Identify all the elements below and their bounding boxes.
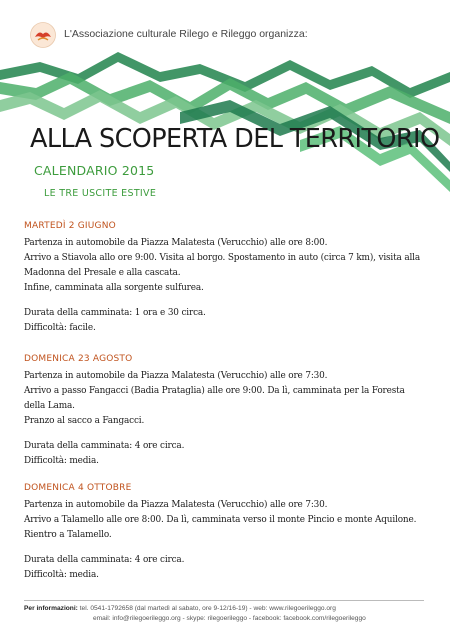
event-line: Pranzo al sacco a Fangacci.: [24, 416, 145, 426]
event-duration: Durata della camminata: 1 ora e 30 circa.: [24, 308, 206, 318]
event-line: Arrivo a Talamello alle ore 8:00. Da lì, camminata verso il monte Pincio e monte Aquilone.: [24, 515, 417, 525]
event-difficulty: Difficoltà: facile.: [24, 323, 96, 333]
event-line: Partenza in automobile da Piazza Malatesta (Verucchio) alle ore 8:00.: [24, 238, 328, 248]
event-line: Arrivo a passo Fangacci (Badia Prataglia) alle ore 9:00. Da lì, camminata per la Foresta della Lama.: [24, 386, 405, 411]
event-1: [24, 221, 424, 336]
event-date: DOMENICA 4 OTTOBRE: [24, 483, 132, 493]
footer-line-2: email: info@rilegoerileggo.org - skype: rilegoerileggo - facebook: facebook.com/rilegoerileggo: [93, 615, 366, 622]
footer-divider: [24, 600, 424, 601]
mountain-ribbons-illustration: [0, 42, 450, 202]
event-duration: Durata della camminata: 4 ore circa.: [24, 441, 185, 451]
page-title: ALLA SCOPERTA DEL TERRITORIO: [30, 124, 440, 154]
footer-label: Per informazioni:: [24, 605, 78, 612]
event-line: Arrivo a Stiavola allo ore 9:00. Visita al borgo. Spostamento in auto (circa 7 km), visita alla Madonna del Presale e alla cascata.: [24, 253, 421, 278]
event-date: MARTEDÌ 2 GIUGNO: [24, 221, 116, 231]
calendar-subtitle: CALENDARIO 2015: [34, 163, 155, 178]
event-difficulty: Difficoltà: media.: [24, 570, 99, 580]
event-line: Rientro a Talamello.: [24, 530, 112, 540]
event-duration: Durata della camminata: 4 ore circa.: [24, 555, 185, 565]
footer-line-1: tel. 0541-1792658 (dal martedì al sabato, ore 9-12/16-19) - web: www.rilegoerileggo.org: [79, 605, 336, 612]
event-line: Partenza in automobile da Piazza Malatesta (Verucchio) alle ore 7:30.: [24, 500, 328, 510]
event-line: Partenza in automobile da Piazza Malatesta (Verucchio) alle ore 7:30.: [24, 371, 328, 381]
event-line: Infine, camminata alla sorgente sulfurea.: [24, 283, 204, 293]
footer-contacts: [24, 604, 434, 624]
event-3: [24, 483, 424, 583]
event-2: [24, 354, 424, 469]
event-date: DOMENICA 23 AGOSTO: [24, 354, 133, 364]
organization-line: L'Associazione culturale Rilego e Rileggo organizza:: [64, 28, 308, 40]
event-difficulty: Difficoltà: media.: [24, 456, 99, 466]
tagline: LE TRE USCITE ESTIVE: [44, 188, 157, 199]
